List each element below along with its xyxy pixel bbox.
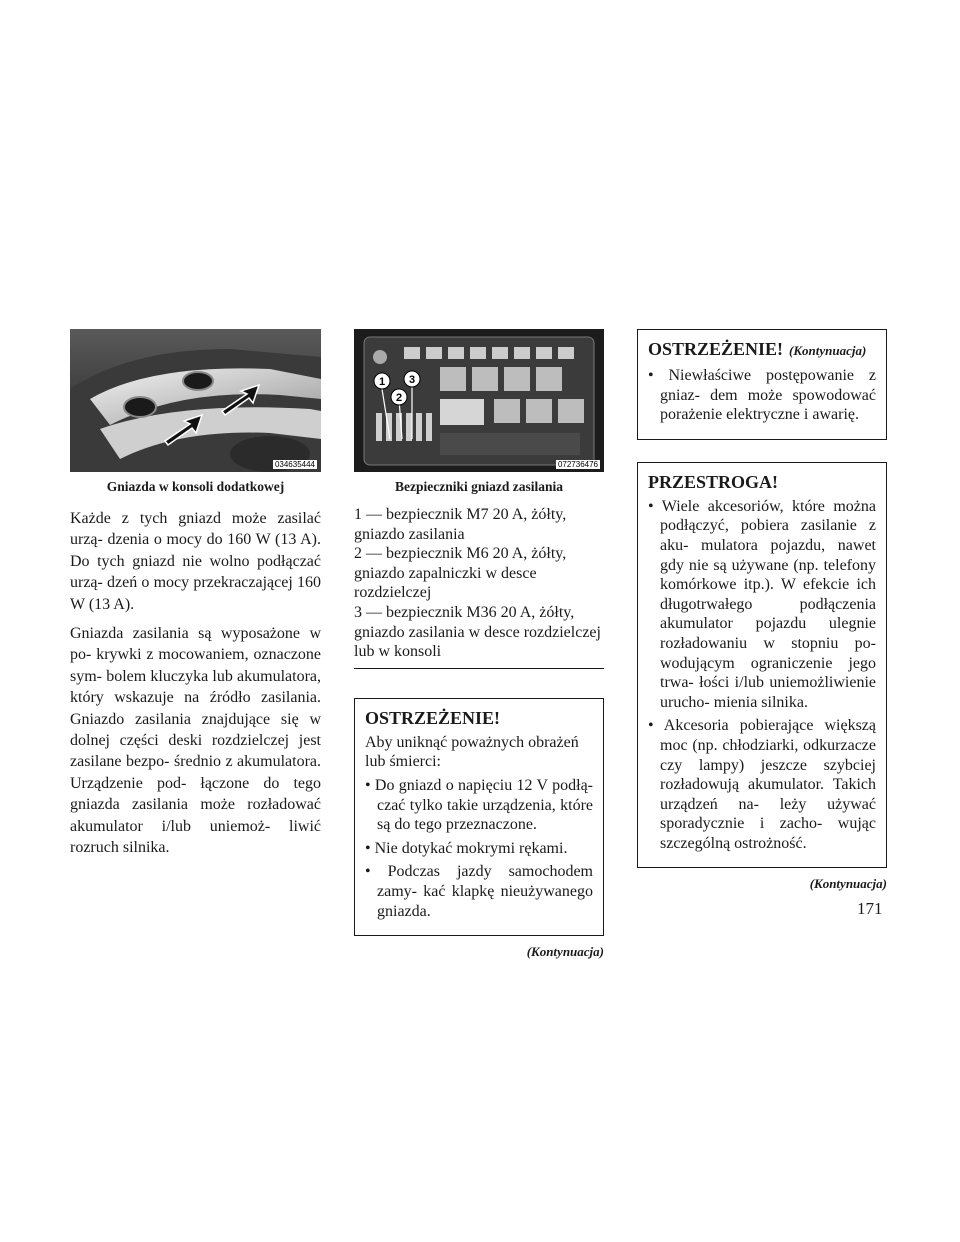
paragraph: Każde z tych gniazd może zasilać urzą- dzenia o mocy do 160 W (13 A). Do tych gniazd nie wolno podłączać urzą- dzeń o mocy przekraczającej 160 W (13 A). — [70, 510, 321, 613]
figure-code: 034635444 — [274, 460, 315, 469]
warning-item: • Niewłaściwe postępowanie z gniaz- dem może spowodować porażenie elektryczne i awarię. — [648, 366, 876, 425]
figure-caption: Gniazda w konsoli dodatkowej — [106, 479, 285, 494]
right-column — [637, 329, 887, 892]
legend-line: 3 — bezpiecznik M36 20 A, żółty, — [354, 603, 575, 621]
legend-line: gniazdo zasilania — [354, 525, 465, 543]
divider — [354, 668, 604, 669]
warning-item: • Nie dotykać mokrymi rękami. — [365, 839, 593, 859]
caution-list — [648, 497, 876, 854]
figure-caption: Bezpieczniki gniazd zasilania — [394, 479, 563, 494]
caution-item: • Wiele akcesoriów, które można podłączyć, pobiera zasilanie z aku- mulatora pojazdu, nawet gdy nie są używane (np. telefony komórkowe itp.). W efekcie ich długotrwałego podłączenia akumulator pojazdu ulegnie rozładowaniu w stopniu po- wodującym ograniczenie jego trwa- łości i/lub uniemożliwienie urucho- mienia silnika. — [648, 497, 876, 713]
figure-code: 072736476 — [557, 460, 598, 469]
paragraph: Gniazda zasilania są wyposażone w po- krywki z mocowaniem, oznaczone sym- bolem kluczyka lub akumulatora, który wskazuje na źródło zasilania. Gniazdo zasilania znajdujące się w dolnej części deski rozdzielczej jest zasilane bezpo- średnio z akumulatora. Urządzenie pod- łączone do tego gniazda zasilania może rozładować akumulator i/lub uniemoż- liwić rozruch silnika. — [70, 625, 321, 857]
warning-intro: Aby uniknąć poważnych obrażeń lub śmierci: — [365, 733, 579, 771]
warning-item: • Do gniazd o napięciu 12 V podłą- czać tylko takie urządzenia, które są do tego przeznaczone. — [365, 776, 593, 835]
warning-title — [648, 338, 876, 362]
warning-continued-box — [637, 329, 887, 440]
legend-line: 1 — bezpiecznik M7 20 A, żółty, — [354, 506, 567, 523]
fuse-box-photo — [354, 329, 604, 472]
warning-title: OSTRZEŻENIE! — [365, 707, 501, 728]
warning-item: • Podczas jazdy samochodem zamy- kać klapkę nieużywanego gniazda. — [365, 862, 593, 921]
continued-label: (Kontynuacja) — [526, 944, 604, 960]
legend-line: 2 — bezpiecznik M6 20 A, żółty, — [354, 545, 567, 563]
caution-item: • Akcesoria pobierające większą moc (np. chłodziarki, odkurzacze czy lampy) jeszcze szybciej rozładowują akumulator. Takich urządzeń na- leży używać sporadycznie i zacho- wując szczególną ostrożność. — [648, 716, 876, 853]
legend-line: lub w konsoli — [354, 643, 442, 661]
warning-list — [365, 776, 593, 921]
warning-list — [648, 366, 876, 425]
console-outlets-photo — [70, 329, 321, 472]
warning-box — [354, 698, 604, 936]
continued-label: (Kontynuacja) — [809, 876, 887, 892]
callout-1: 1 — [378, 376, 386, 388]
page-number: 171 — [857, 899, 883, 918]
callout-3: 3 — [408, 374, 416, 386]
callout-2: 2 — [395, 392, 403, 404]
warning-continued-subtitle: (Kontynuacja) — [789, 343, 867, 358]
warning-title-text: OSTRZEŻENIE! — [648, 339, 784, 359]
legend-line: gniazdo zapalniczki w desce rozdzielczej — [354, 564, 537, 602]
caution-box — [637, 462, 887, 869]
middle-column — [354, 329, 604, 960]
fuse-legend — [354, 505, 604, 662]
fuse-box-illustration — [354, 329, 604, 472]
left-column — [70, 329, 321, 859]
console-outlets-illustration — [70, 329, 321, 472]
caution-title: PRZESTROGA! — [648, 471, 779, 492]
legend-line: gniazdo zasilania w desce rozdzielczej — [354, 623, 601, 641]
